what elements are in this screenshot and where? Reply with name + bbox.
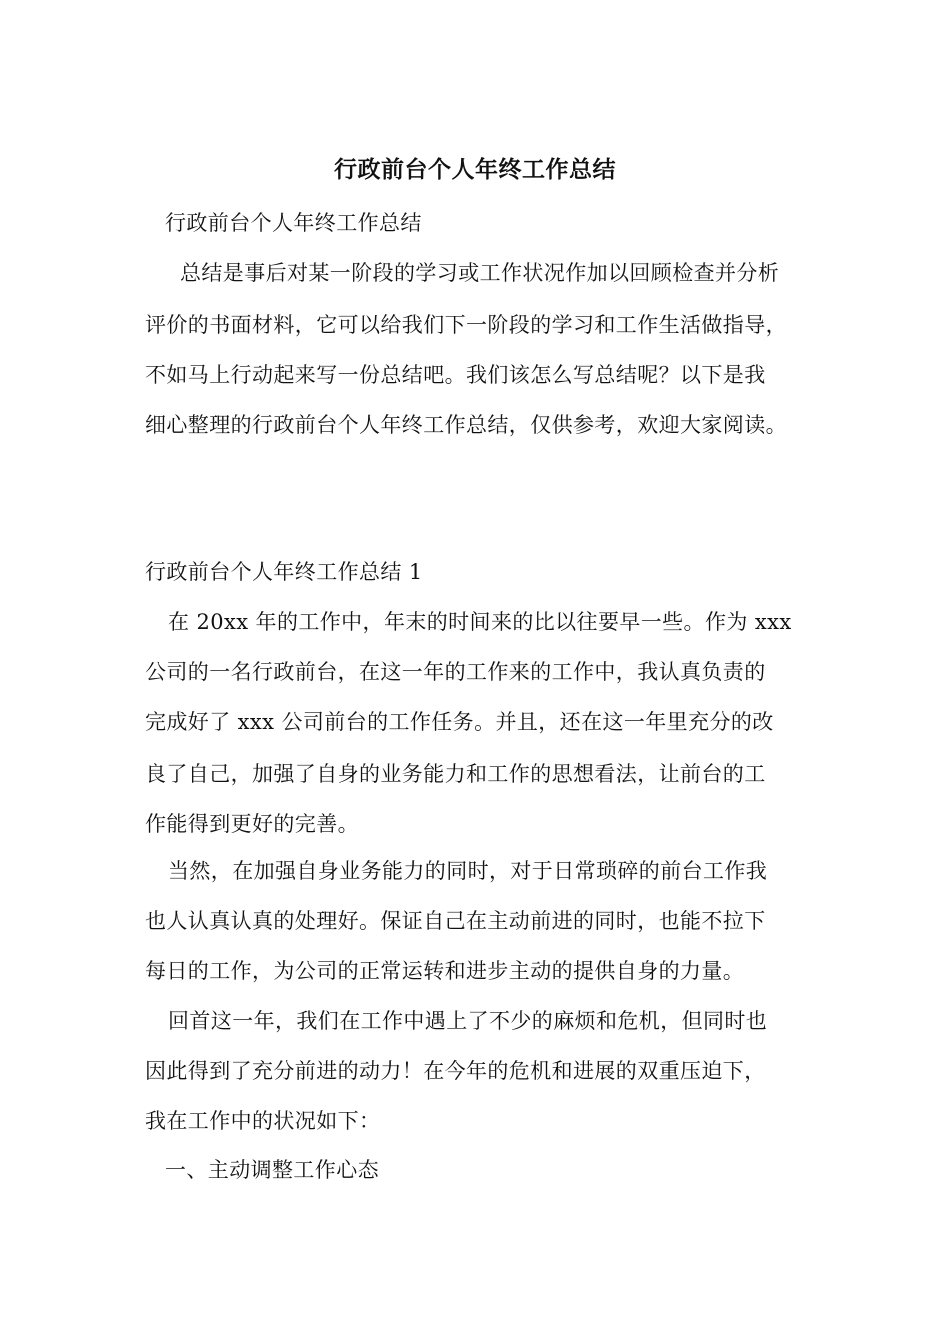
- paragraph3-line-2: 因此得到了充分前进的动力！在今年的危机和进展的双重压迫下，: [145, 1059, 766, 1083]
- paragraph3-line-3: 我在工作中的状况如下：: [145, 1109, 381, 1133]
- paragraph1-line-3: 完成好了 xxx 公司前台的工作任务。并且，还在这一年里充分的改: [145, 710, 774, 734]
- subheading: 一、主动调整工作心态: [165, 1158, 379, 1182]
- paragraph3-line-1: 回首这一年，我们在工作中遇上了不少的麻烦和危机，但同时也: [168, 1009, 768, 1033]
- document-title: 行政前台个人年终工作总结: [334, 156, 616, 183]
- section-heading: 行政前台个人年终工作总结 1: [145, 560, 423, 584]
- paragraph1-line-1: 在 20xx 年的工作中，年末的时间来的比以往要早一些。作为 xxx: [168, 610, 792, 634]
- paragraph2-line-3: 每日的工作，为公司的正常运转和进步主动的提供自身的力量。: [145, 959, 745, 983]
- document-subtitle: 行政前台个人年终工作总结: [165, 211, 422, 235]
- intro-line-2: 评价的书面材料，它可以给我们下一阶段的学习和工作生活做指导，: [145, 313, 787, 337]
- paragraph1-line-5: 作能得到更好的完善。: [145, 812, 359, 836]
- intro-line-1: 总结是事后对某一阶段的学习或工作状况作加以回顾检查并分析: [180, 261, 780, 285]
- paragraph1-line-2: 公司的一名行政前台，在这一年的工作来的工作中，我认真负责的: [145, 660, 766, 684]
- paragraph2-line-1: 当然，在加强自身业务能力的同时，对于日常琐碎的前台工作我: [168, 859, 768, 883]
- intro-line-4: 细心整理的行政前台个人年终工作总结，仅供参考，欢迎大家阅读。: [145, 413, 787, 437]
- paragraph1-line-4: 良了自己，加强了自身的业务能力和工作的思想看法，让前台的工: [145, 762, 766, 786]
- intro-line-3: 不如马上行动起来写一份总结吧。我们该怎么写总结呢？以下是我: [145, 363, 766, 387]
- paragraph2-line-2: 也人认真认真的处理好。保证自己在主动前进的同时，也能不拉下: [145, 909, 766, 933]
